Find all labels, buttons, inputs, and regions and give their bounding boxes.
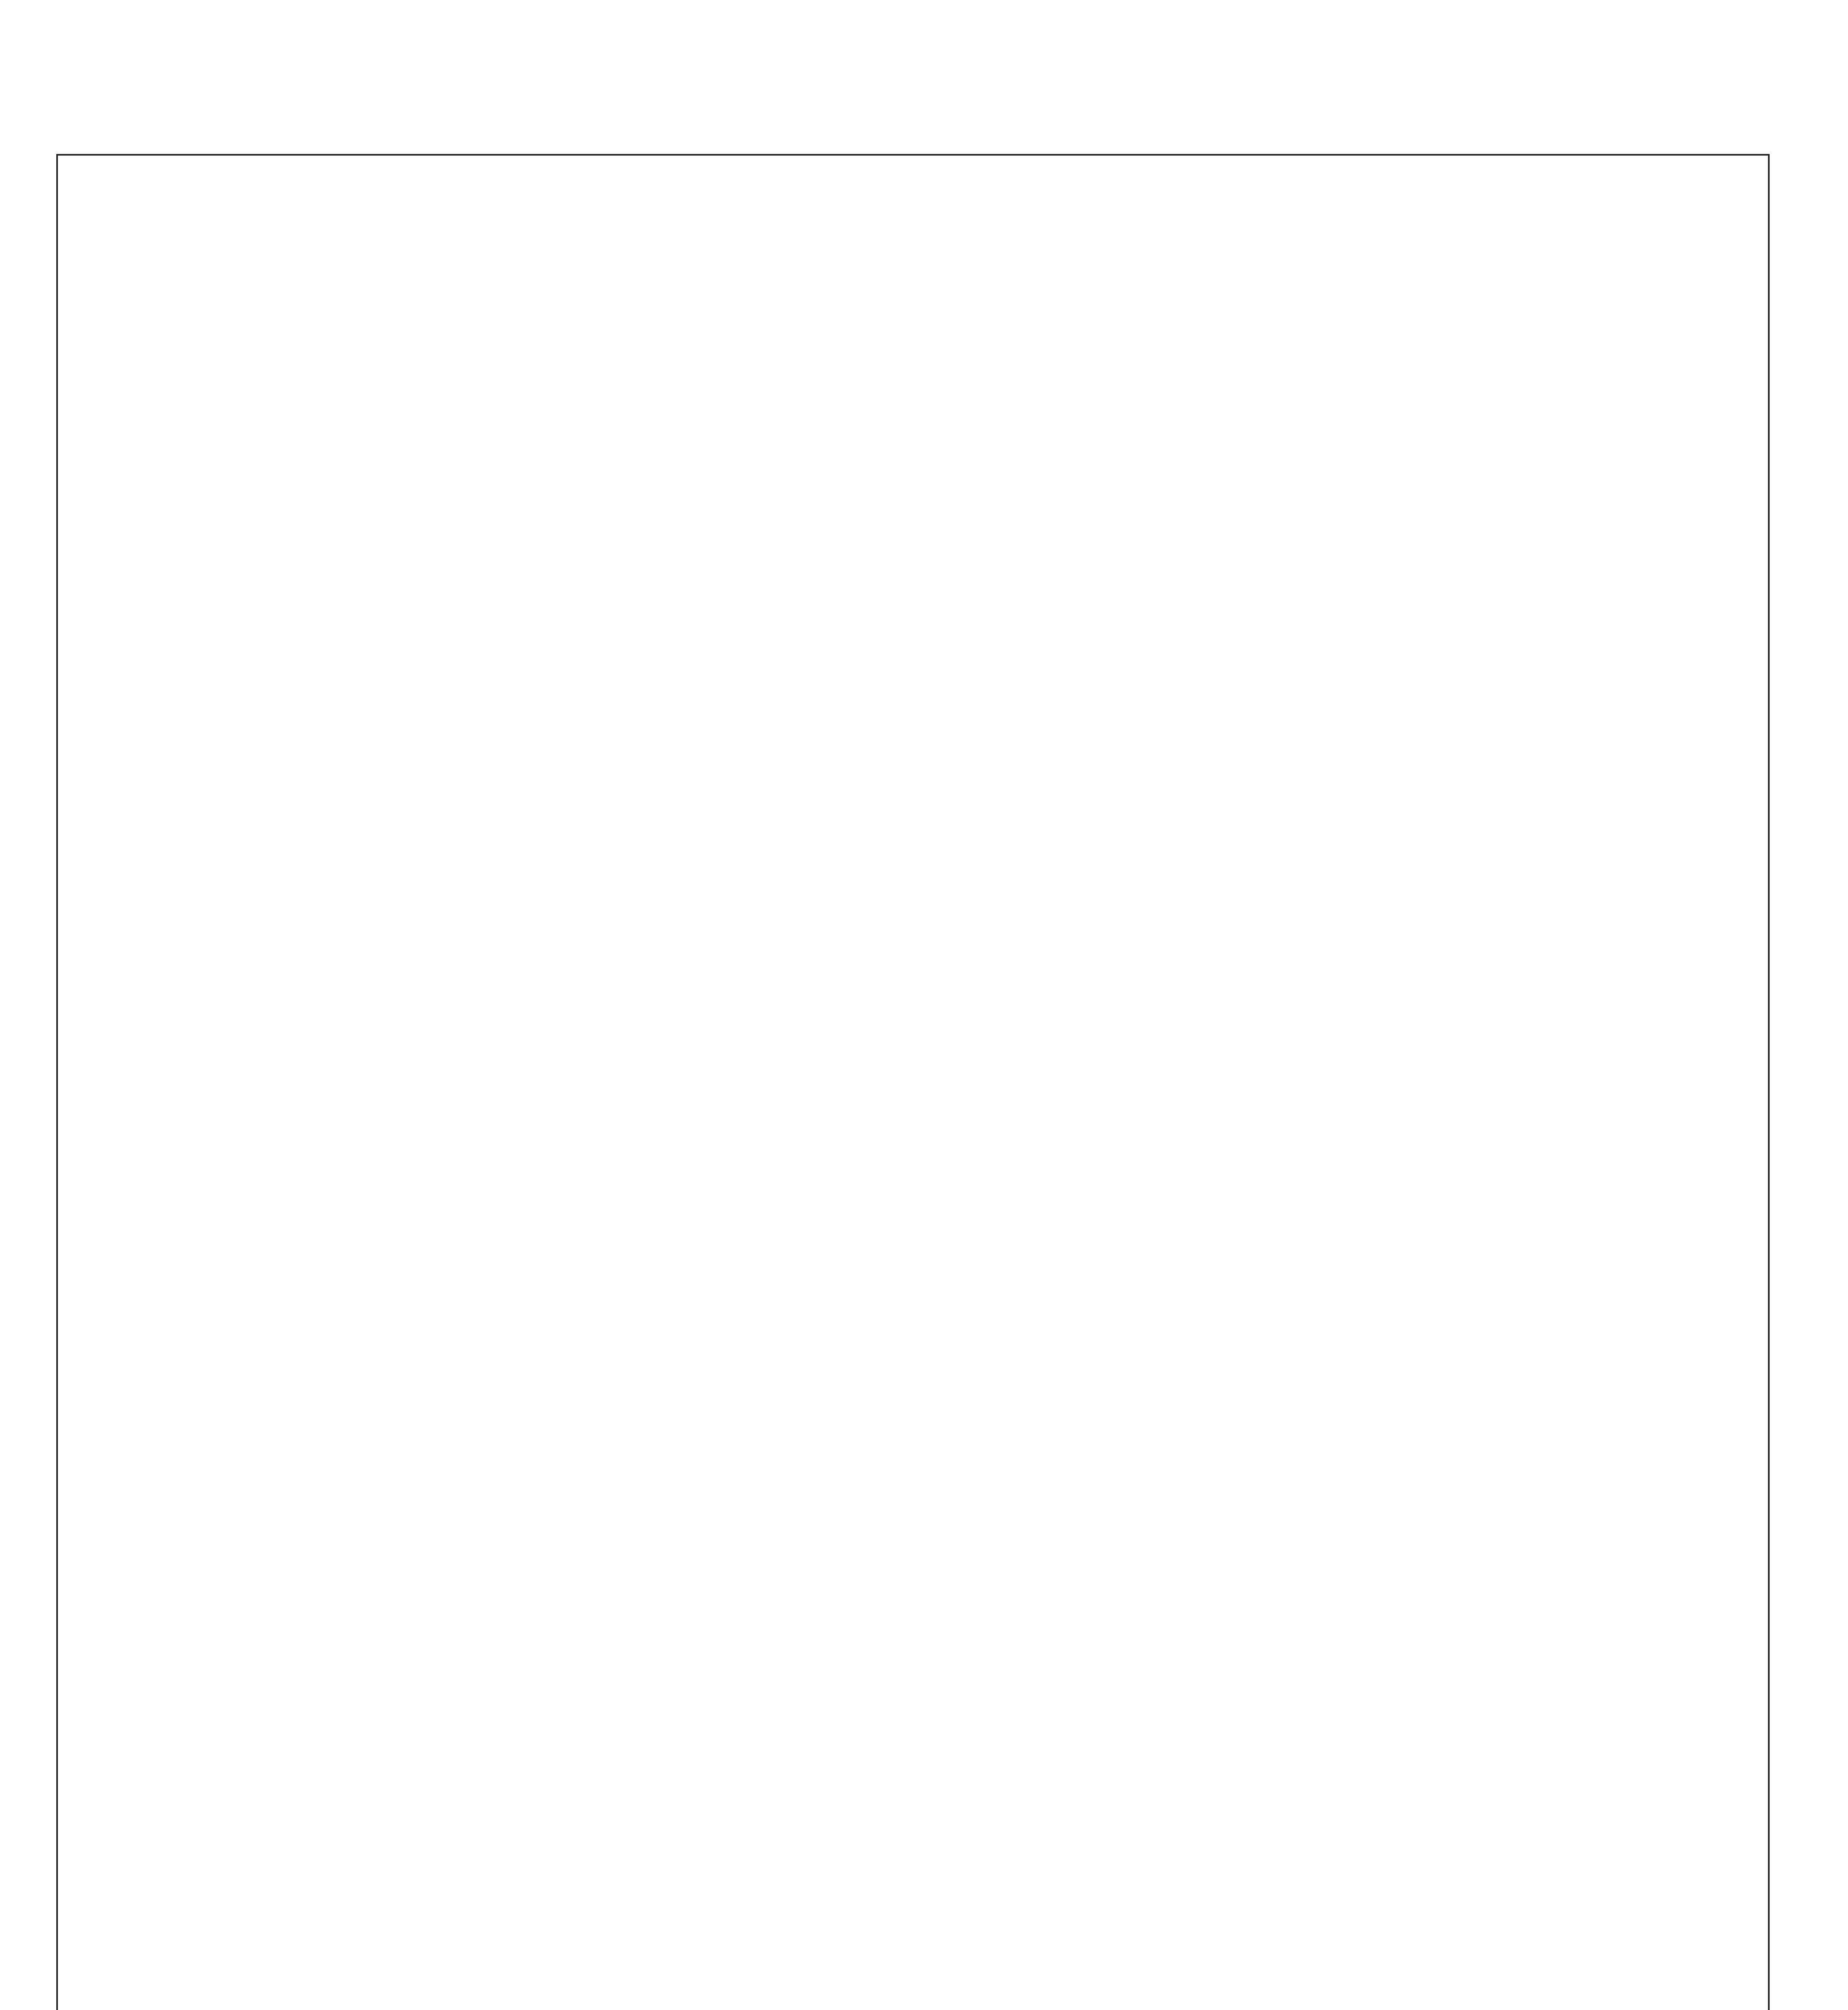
column-header-row (104, 243, 139, 668)
data-sheet (56, 154, 1770, 2010)
